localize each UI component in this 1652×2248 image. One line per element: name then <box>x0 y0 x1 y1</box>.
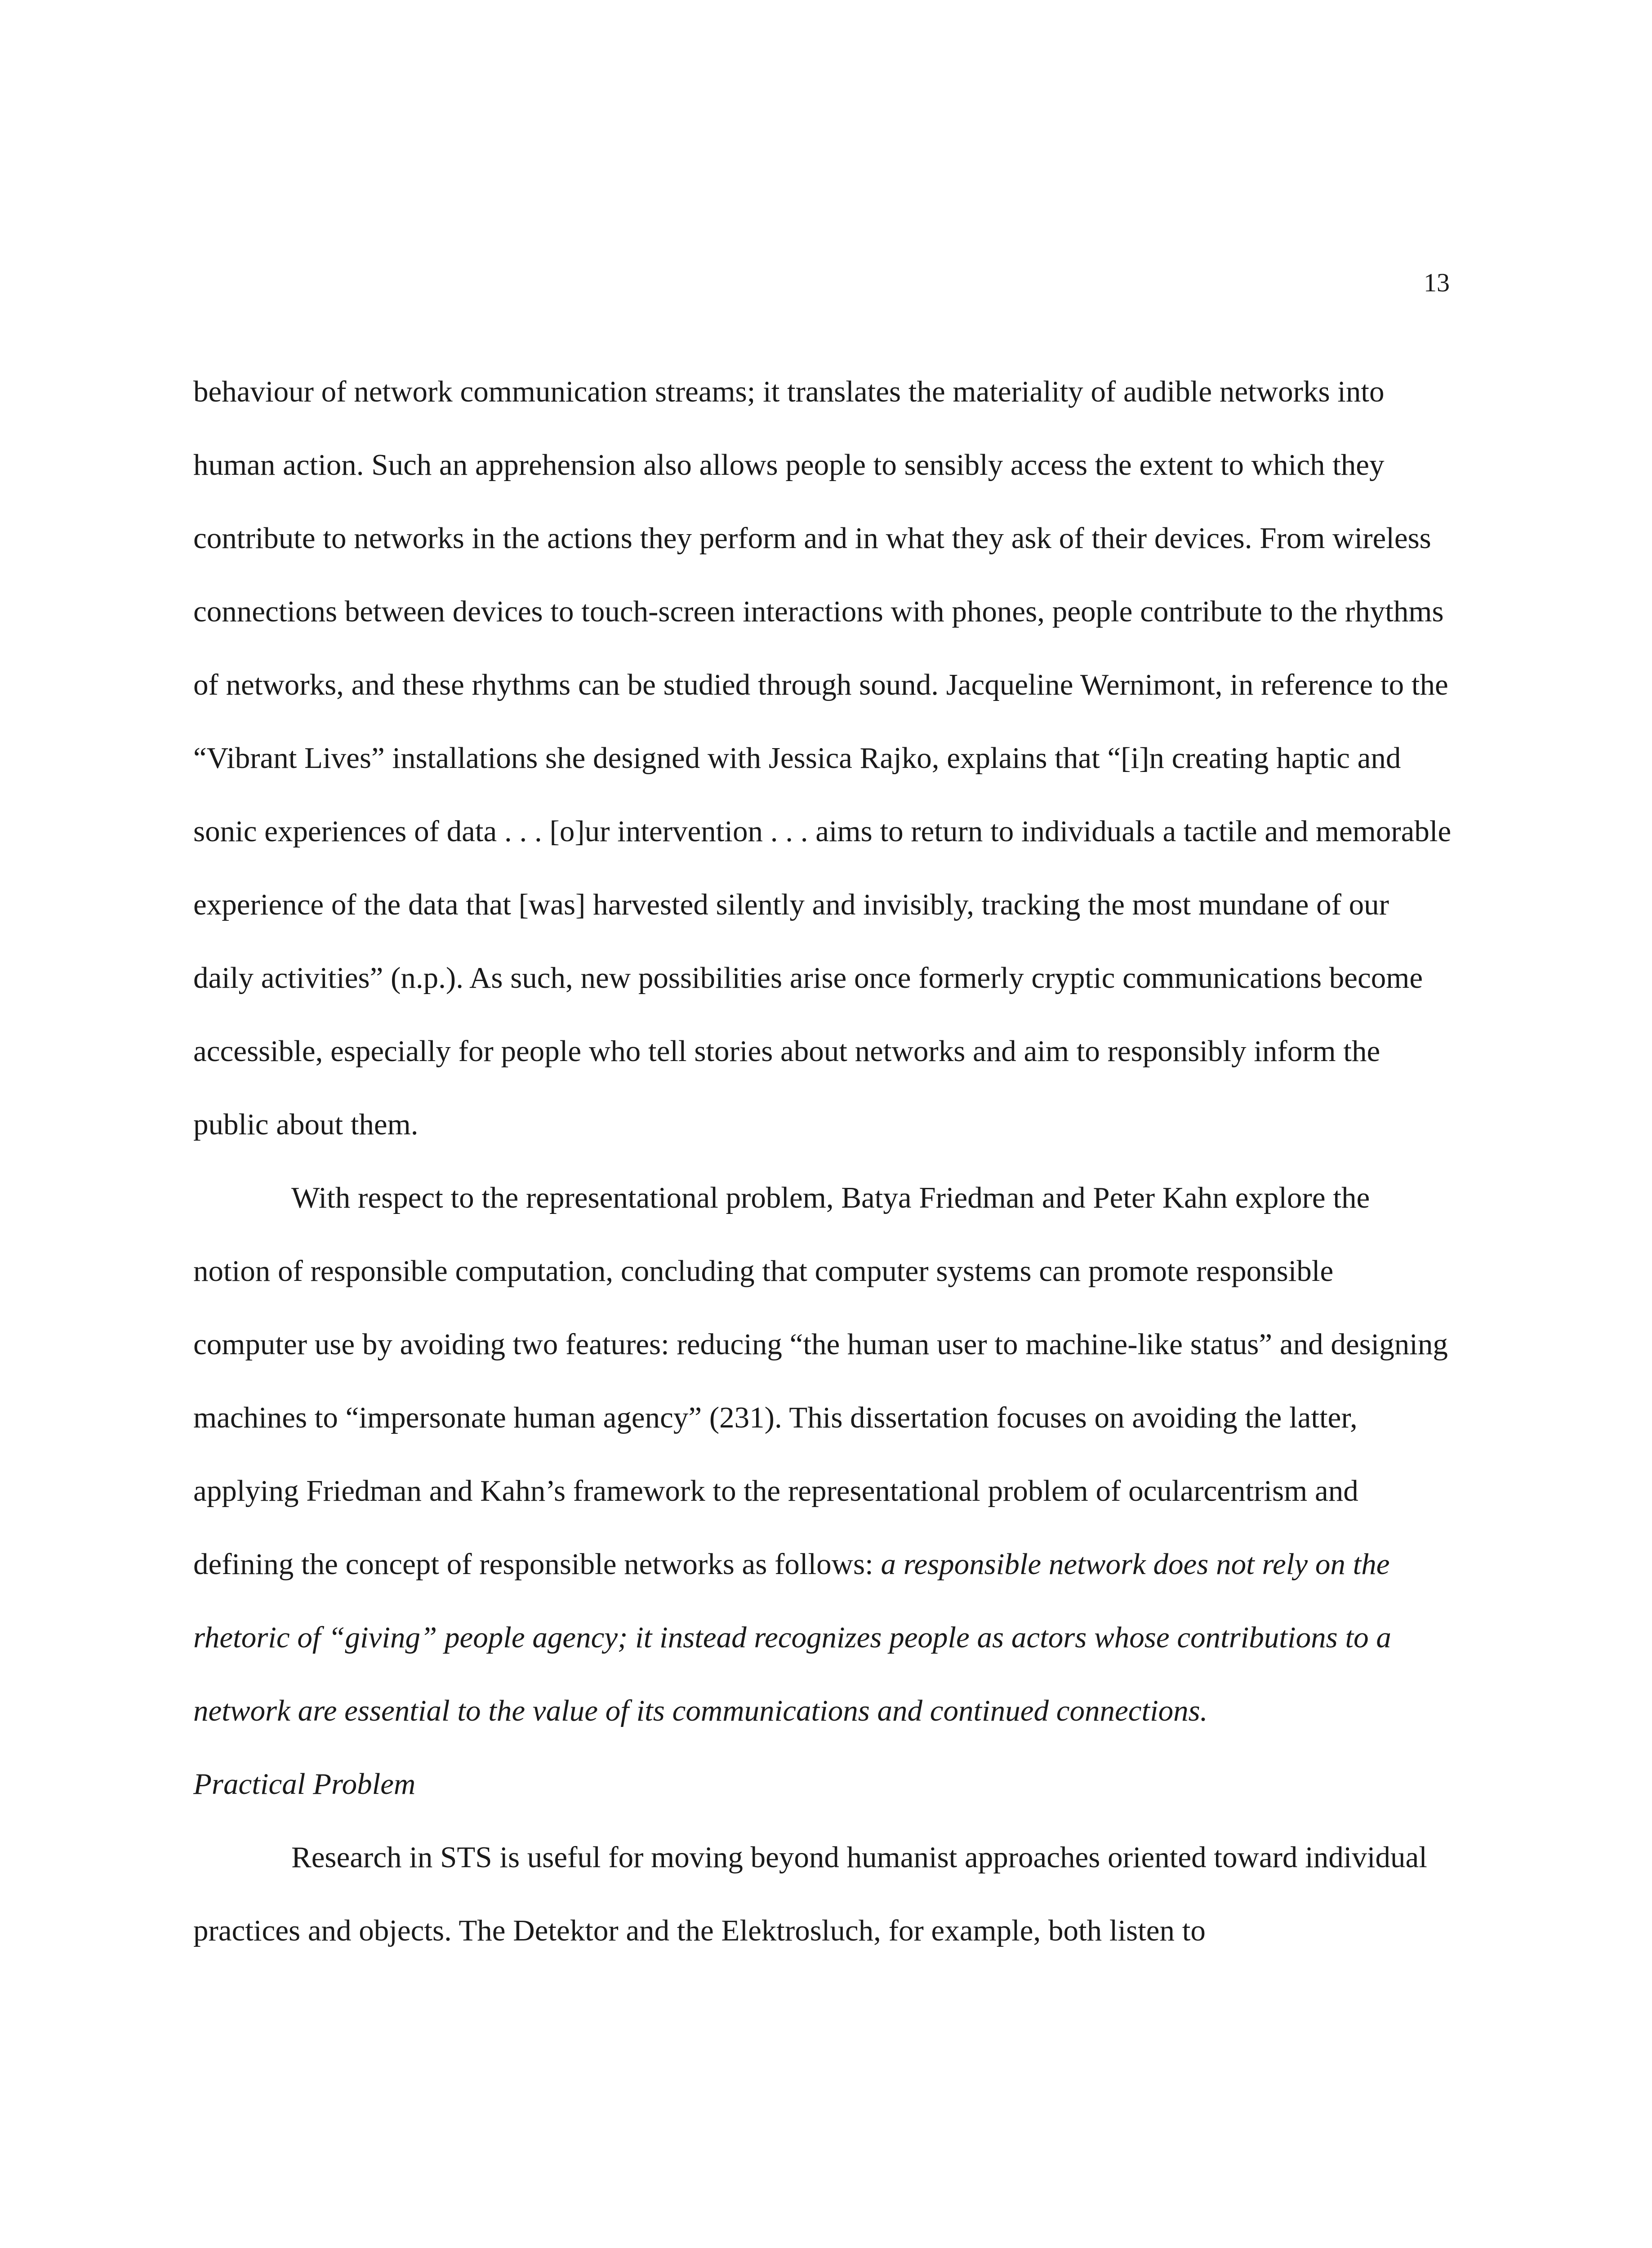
paragraph-continuation: behaviour of network communication streams; it translates the materiality of audible networks into human action. Such an apprehension also allows people to sensibly access the extent to which they contribute to networks in the actions they perform and in what they ask of their devices. From wireless connections between devices to touch-screen interactions with phones, people contribute to the rhythms of networks, and these rhythms can be studied through sound. Jacqueline Wernimont, in reference to the “Vibrant Lives” installations she designed with Jessica Rajko, explains that “[i]n creating haptic and sonic experiences of data . . . [o]ur intervention . . . aims to return to individuals a tactile and memorable experience of the data that [was] harvested silently and invisibly, tracking the most mundane of our daily activities” (n.p.). As such, new possibilities arise once formerly cryptic communications become accessible, especially for people who tell stories about networks and aim to responsibly inform the public about them. <box>193 375 1452 1141</box>
paragraph-representational-problem <box>193 1161 1452 1748</box>
page-number: 13 <box>1424 268 1450 297</box>
paragraph-practical-problem: Research in STS is useful for moving beyond humanist approaches oriented toward individual practices and objects. The Detektor and the Elektrosluch, for example, both listen to <box>193 1841 1427 1947</box>
section-heading-practical-problem: Practical Problem <box>193 1767 416 1801</box>
responsible-network-definition: a responsible network does not rely on the rhetoric of “giving” people agency; it instead recognizes people as actors whose contributions to a network are essential to the value of its communications and continued connections. <box>193 1548 1391 1727</box>
paragraph-intro-text: With respect to the representational problem, Batya Friedman and Peter Kahn explore the notion of responsible computation, concluding that computer systems can promote responsible computer use by avoiding two features: reducing “the human user to machine-like status” and designing machines to “impersonate human agency” (231). This dissertation focuses on avoiding the latter, applying Friedman and Kahn’s framework to the representational problem of ocularcentrism and defining the concept of responsible networks as follows: <box>193 1181 1448 1581</box>
body-text <box>193 355 1452 1967</box>
